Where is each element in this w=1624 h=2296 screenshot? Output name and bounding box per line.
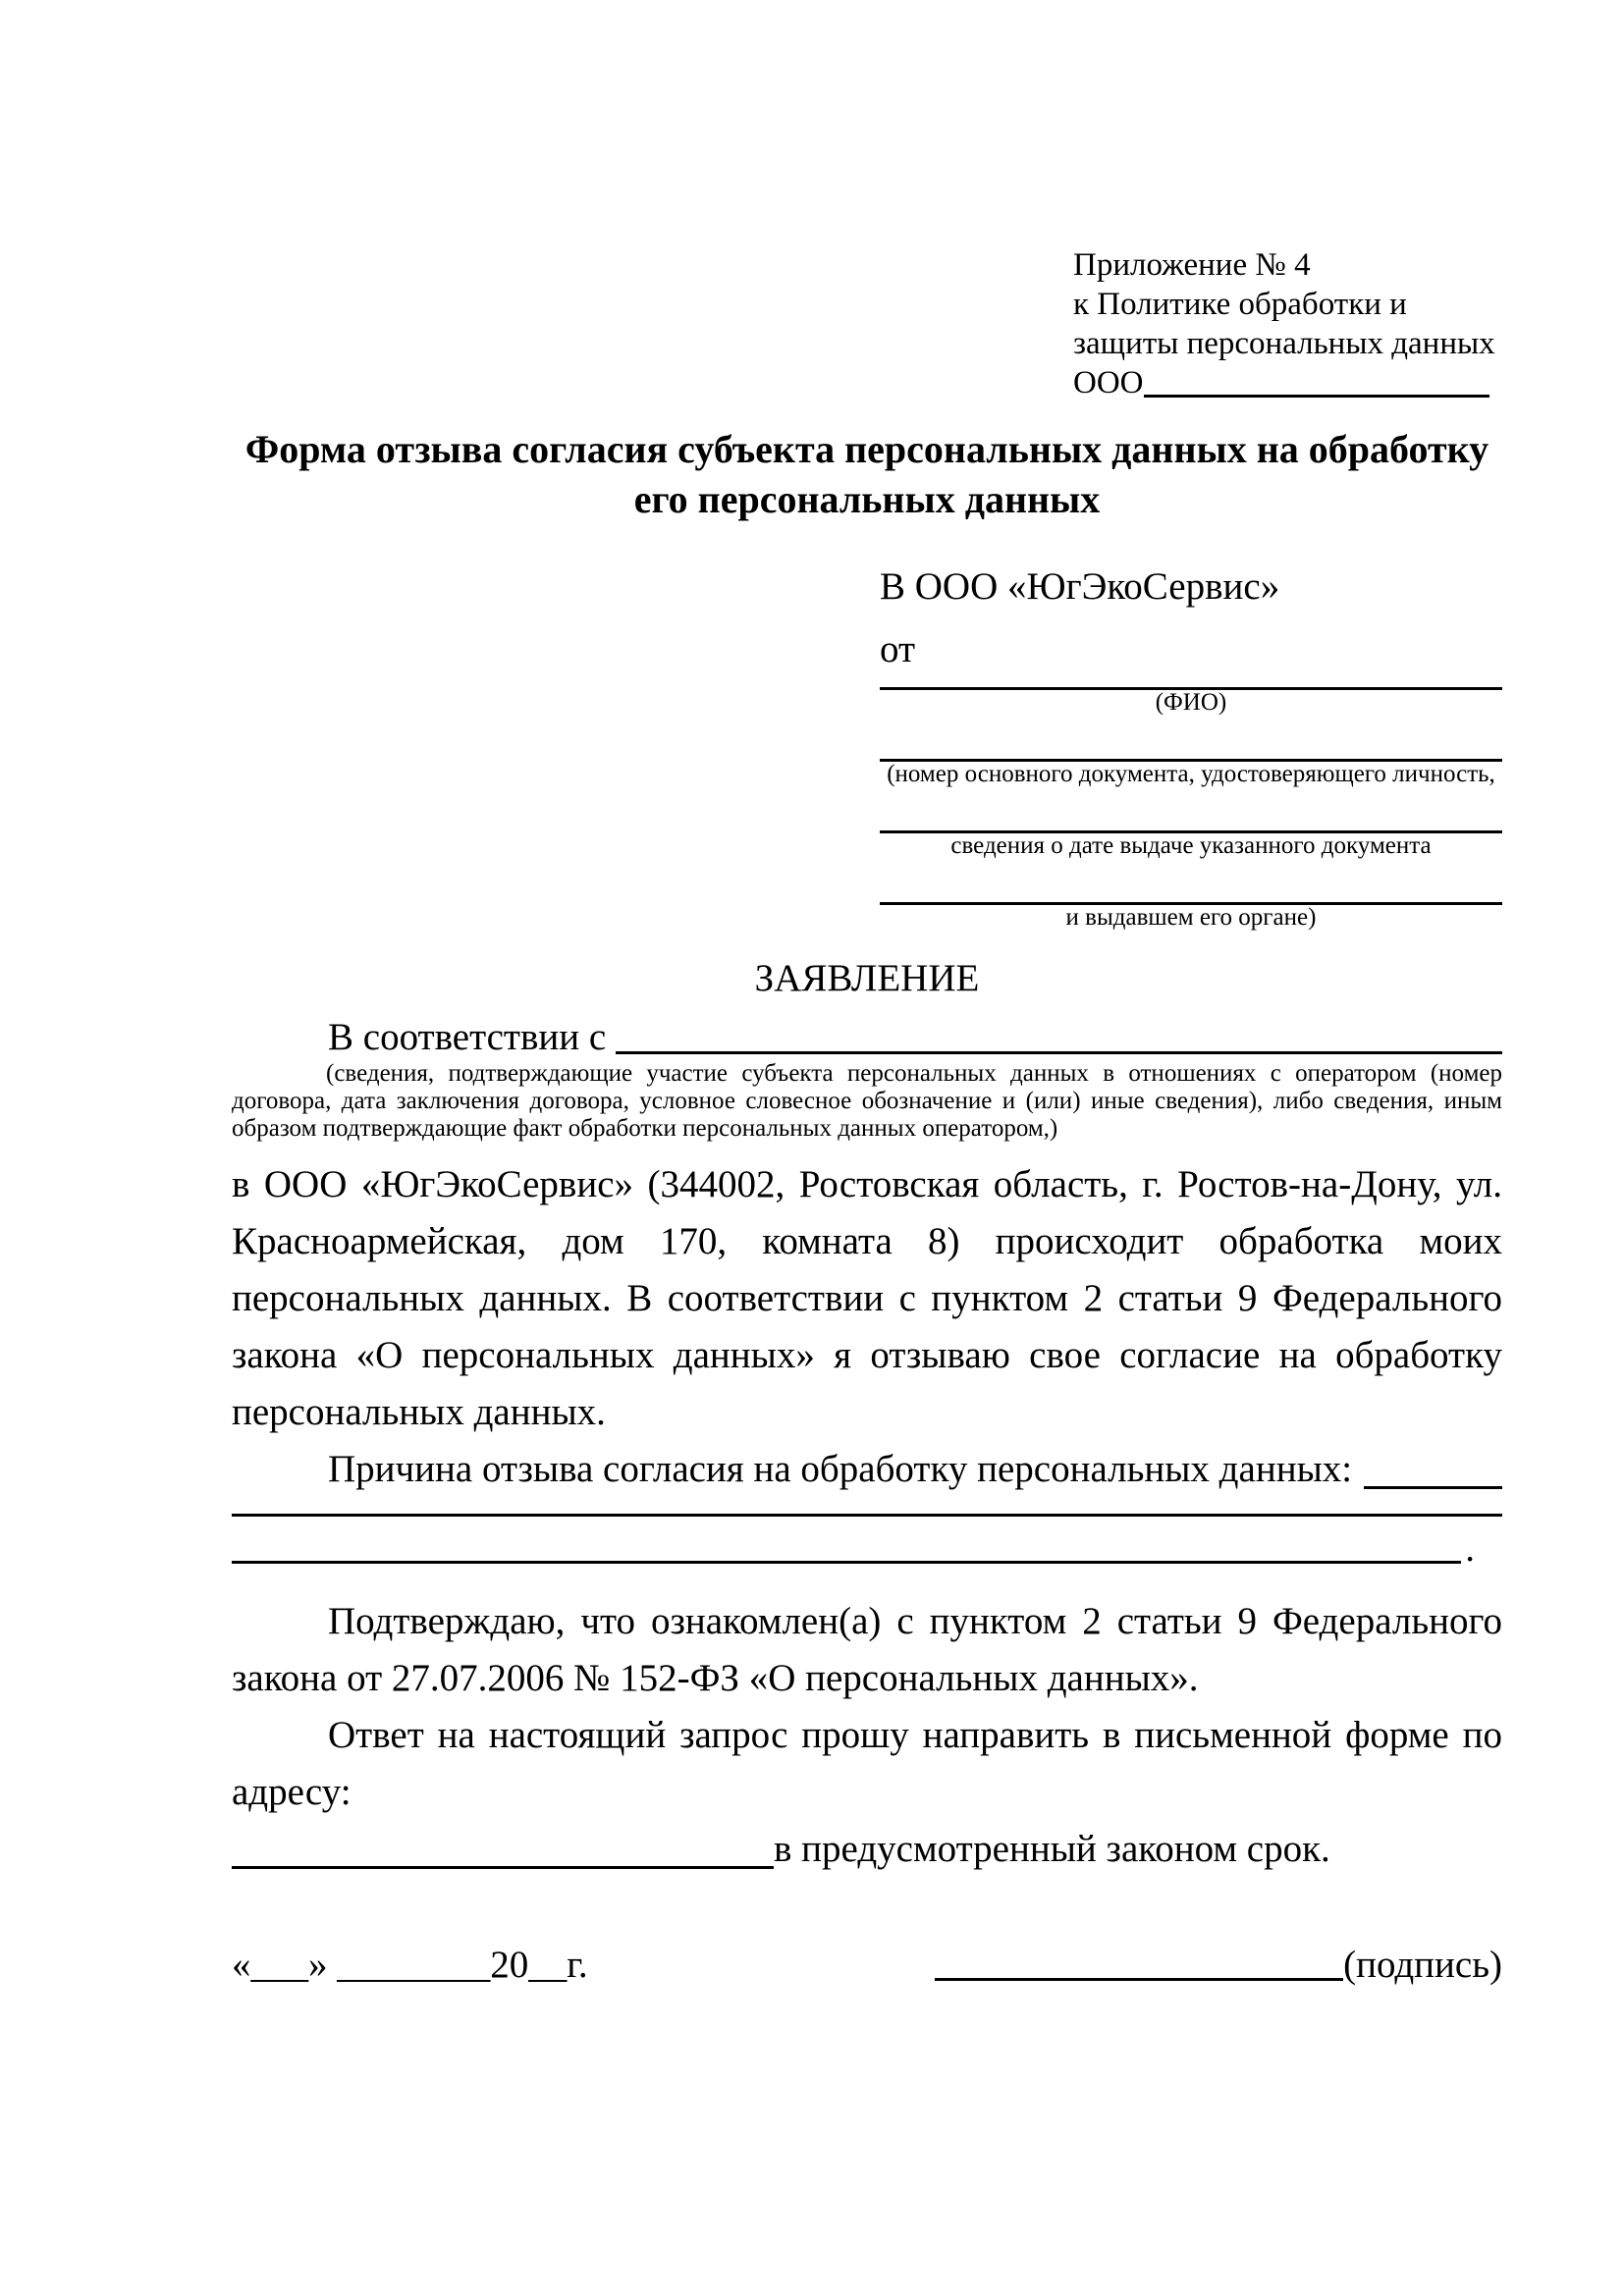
accordance-line: [232, 1015, 1502, 1060]
issuing-authority-field-row: [880, 859, 1502, 931]
signature-caption: (подпись): [1343, 1944, 1502, 1986]
appendix-block: [1073, 245, 1502, 402]
addressee-block: [880, 563, 1502, 931]
reason-blank-row-2-line: [232, 1524, 1461, 1564]
fio-caption: (ФИО): [1155, 689, 1227, 716]
accordance-blank-line: [616, 1015, 1502, 1054]
issue-date-caption: сведения о дате выдаче указанного документа: [950, 832, 1432, 859]
reply-tail: в предусмотренный законом срок.: [774, 1828, 1330, 1870]
reply-address-row: [232, 1821, 1502, 1878]
issue-date-blank-line: [880, 787, 1502, 833]
confirmation-paragraph: Подтверждаю, что ознакомлен(а) с пунктом 2 статьи 9 Федерального закона от 27.07.2006 № 152-ФЗ «О персональных данных».: [232, 1600, 1502, 1699]
reason-blank-row-2: [232, 1524, 1502, 1574]
signature-area: [935, 1941, 1502, 1990]
issuing-authority-blank-line: [880, 859, 1502, 905]
reply-request-line: Ответ на настоящий запрос прошу направить в письменной форме по адресу:: [232, 1714, 1502, 1813]
statement-heading: ЗАЯВЛЕНИЕ: [754, 957, 980, 999]
accordance-lead: В соответствии с: [328, 1016, 607, 1058]
accordance-note: (сведения, подтверждающие участие субъекта персональных данных в отношениях с оператором (номер договора, дата заключения договора, условное словесное обозначение и (или) иные сведения), либо сведения, иным образом подтверждающие факт обработки персональных данных оператором,): [232, 1060, 1502, 1142]
doc-number-field-row: [880, 716, 1502, 787]
fio-blank-line: [880, 673, 1502, 690]
appendix-line-2: к Политике обработки и: [1073, 287, 1407, 322]
reason-line: [232, 1441, 1502, 1498]
date-line: «___» ________20__г.: [232, 1944, 588, 1986]
reason-blank-row-1: [232, 1514, 1502, 1517]
addressee-from-label: от: [880, 628, 916, 670]
appendix-line-1: Приложение № 4: [1073, 247, 1311, 283]
company-name-blank: [1144, 363, 1490, 398]
appendix-company-line: [1073, 363, 1502, 402]
form-title: Форма отзыва согласия субъекта персональных данных на обработку его персональных данных: [244, 427, 1489, 521]
fio-field-row: [880, 673, 1502, 716]
operator-paragraph: в ООО «ЮгЭкоСервис» (344002, Ростовская область, г. Ростов-на-Дону, ул. Красноармейская, дом 170, комната 8) происходит обработка моих персональных данных. В соответствии с пунктом 2 статьи 9 Федерального закона «О персональных данных» я отзываю свое согласие на обработку персональных данных.: [232, 1163, 1502, 1433]
appendix-line-3: защиты персональных данных: [1073, 326, 1495, 361]
addressee-organization: В ООО «ЮгЭкоСервис»: [880, 565, 1280, 608]
issuing-authority-caption: и выдавшем его органе): [1065, 904, 1317, 931]
reason-lead: Причина отзыва согласия на обработку персональных данных:: [328, 1448, 1353, 1490]
reason-blank-line: [1364, 1441, 1502, 1489]
signature-blank-line: [935, 1978, 1343, 1981]
company-prefix-label: ООО: [1073, 365, 1144, 400]
doc-number-blank-line: [880, 716, 1502, 762]
doc-number-caption: (номер основного документа, удостоверяющего личность,: [887, 761, 1495, 787]
reason-period: .: [1465, 1527, 1475, 1570]
issue-date-field-row: [880, 787, 1502, 859]
reply-address-blank-line: [232, 1821, 774, 1869]
signature-block: [232, 1941, 1502, 1990]
